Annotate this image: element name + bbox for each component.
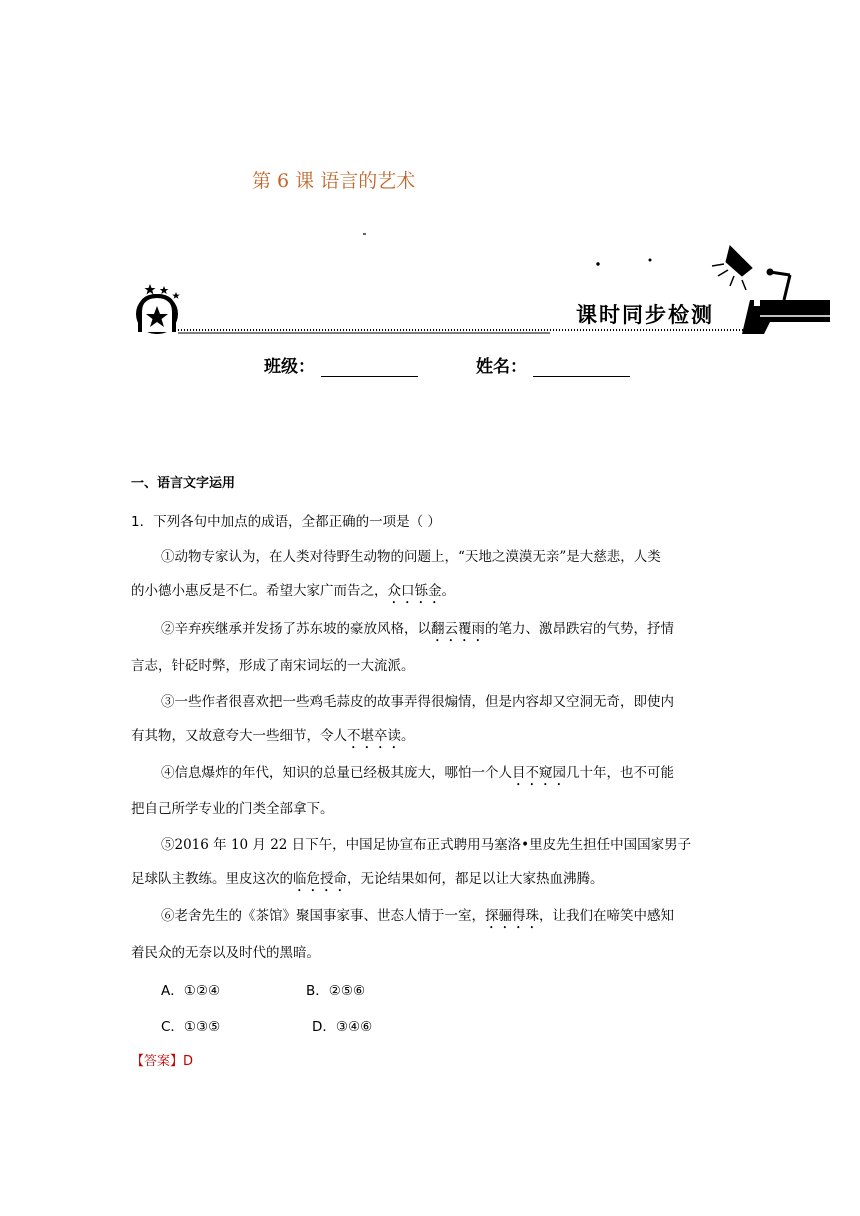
- answer-tag: 【答案】: [131, 1054, 184, 1069]
- dotted-idiom: 目不窥园: [512, 765, 566, 781]
- dotted-idiom: 众口铄金: [387, 583, 442, 599]
- name-label: 姓名：: [476, 357, 527, 377]
- question-stem: [131, 510, 441, 530]
- item-2-line-2: 言志，针砭时弊，形成了南宋词坛的一大流派。: [131, 658, 415, 674]
- decorative-dot: [363, 233, 366, 235]
- class-field: [264, 352, 418, 377]
- lesson-title: 第 6 课 语言的艺术: [252, 170, 416, 192]
- option-b[interactable]: B．②⑤⑥: [306, 983, 366, 999]
- item-4-line-1: ④信息爆炸的年代，知识的总量已经极其庞大，哪怕一个人目不窥园几十年，也不可能: [161, 765, 674, 781]
- option-d[interactable]: D．③④⑥: [312, 1019, 373, 1035]
- item-3-line-2: 有其物，又故意夸大一些细节，令人不堪卒读。: [131, 728, 415, 744]
- dotted-idiom: 临危授命: [293, 871, 347, 887]
- option-c[interactable]: C．①③⑤: [161, 1019, 221, 1035]
- item-5-line-2: 足球队主教练。里皮这次的临危授命，无论结果如何，都足以让大家热血沸腾。: [131, 871, 604, 887]
- item-6-line-2: 着民众的无奈以及时代的黑暗。: [131, 945, 320, 961]
- dotted-idiom: 不堪卒读: [347, 728, 401, 744]
- class-label: 班级：: [264, 357, 315, 377]
- item-4-line-2: 把自己所学专业的门类全部拿下。: [131, 801, 334, 817]
- item-2-line-1: ②辛弃疾继承并发扬了苏东坡的豪放风格，以翻云覆雨的笔力、激昂跌宕的气势，抒情: [161, 621, 674, 637]
- answer-line: [131, 1050, 193, 1069]
- class-blank[interactable]: [321, 358, 418, 377]
- item-1-line-1: ①动物专家认为，在人类对待野生动物的问题上，“天地之漠漠无亲”是大慈悲，人类: [161, 549, 661, 565]
- dotted-idiom: 翻云覆雨: [431, 621, 485, 637]
- option-a[interactable]: A．①②④: [161, 983, 221, 999]
- name-field: [476, 352, 630, 377]
- header-banner: [130, 240, 830, 340]
- item-5-line-1: ⑤2016 年 10 月 22 日下午，中国足协宣布正式聘用马塞洛•里皮先生担任中国国家男子: [161, 837, 692, 853]
- item-3-line-1: ③一些作者很喜欢把一些鸡毛蒜皮的故事弄得很煽情，但是内容却又空洞无奇，即使内: [161, 694, 674, 710]
- desk-lamp-icon: [597, 246, 790, 300]
- question-text: 下列各句中加点的成语，全都正确的一项是（ ）: [153, 514, 441, 530]
- section-heading: 一、语言文字运用: [131, 476, 236, 491]
- answer-value: D: [183, 1054, 194, 1069]
- name-blank[interactable]: [533, 358, 630, 377]
- item-1-line-2: 的小德小惠反是不仁。希望大家广而告之，众口铄金。: [131, 583, 455, 599]
- banner-label: 课时同步检测: [576, 303, 714, 327]
- dotted-idiom: 探骊得珠: [485, 908, 539, 924]
- item-6-line-1: ⑥老舍先生的《茶馆》聚国事家事、世态人情于一室，探骊得珠，让我们在啼笑中感知: [161, 908, 674, 924]
- star-badge-icon: [138, 284, 180, 332]
- question-number: 1．: [131, 514, 154, 530]
